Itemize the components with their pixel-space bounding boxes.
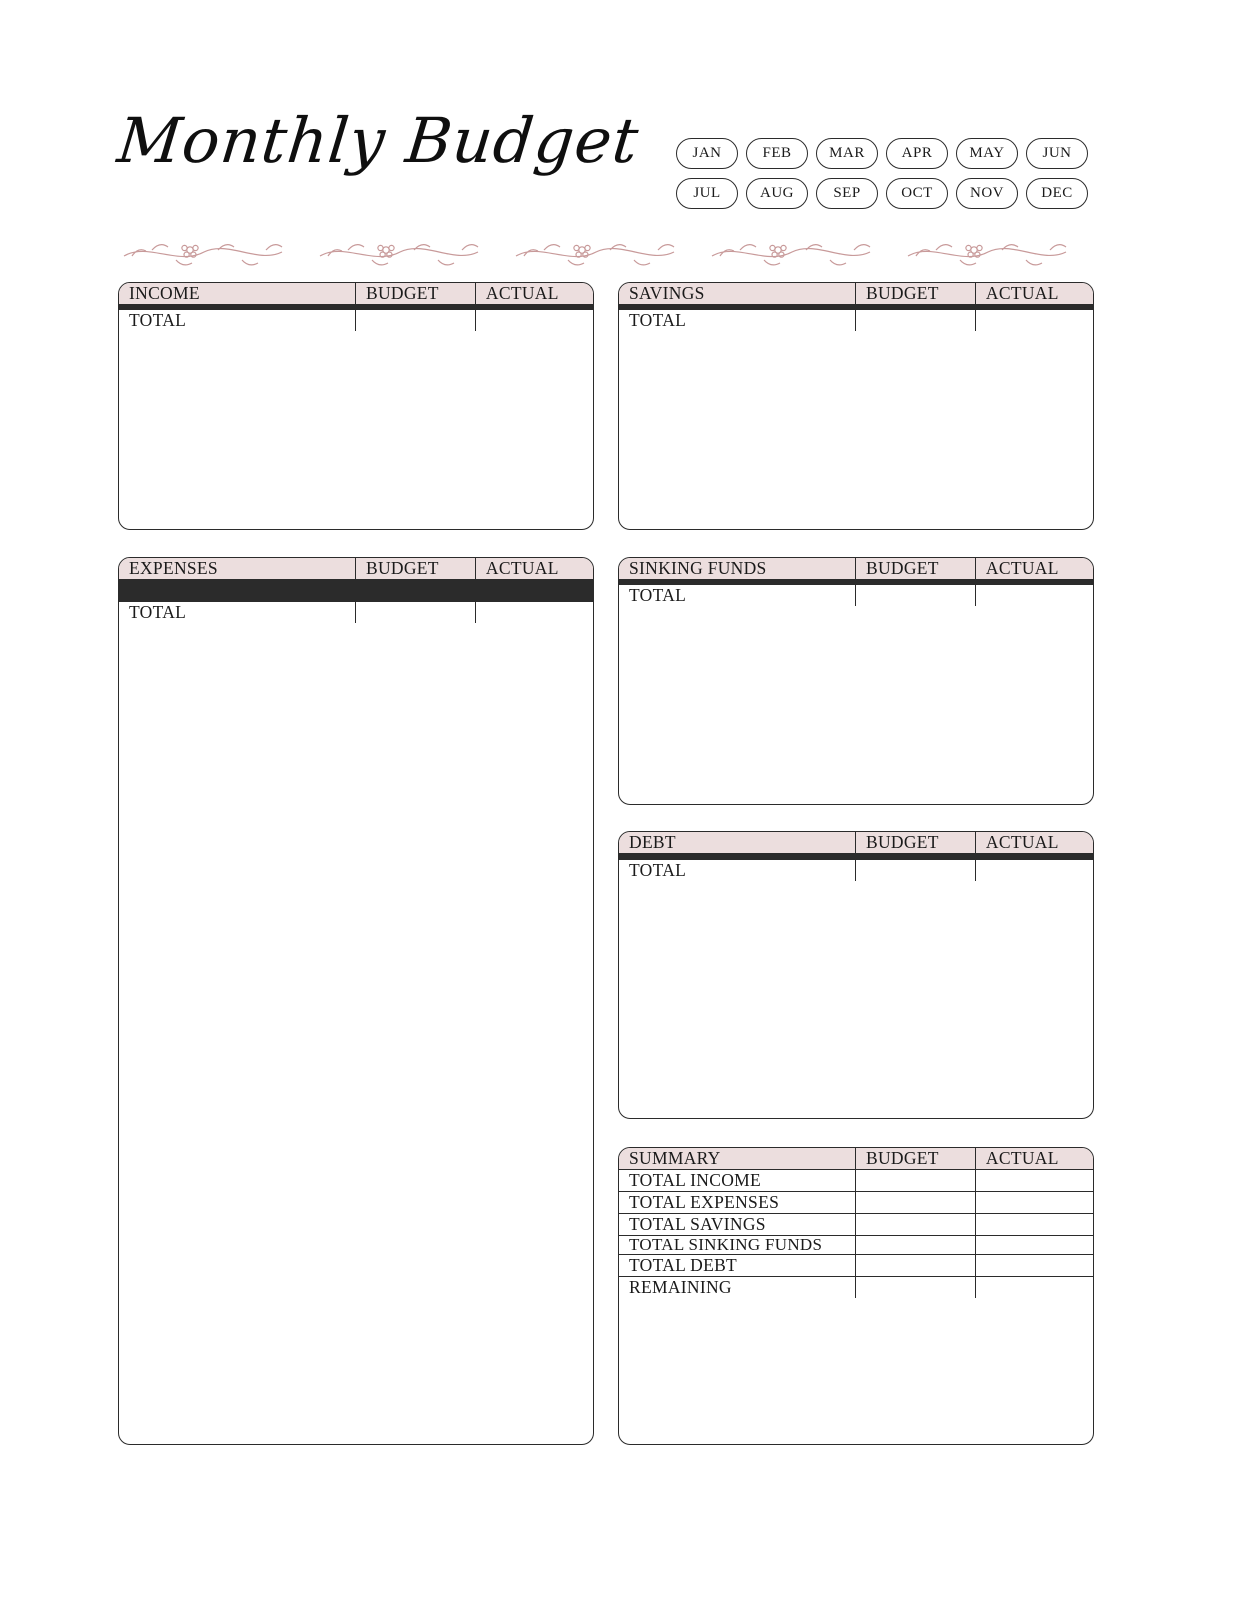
savings-total-label: TOTAL bbox=[619, 310, 856, 331]
month-chip-sep[interactable]: SEP bbox=[816, 178, 878, 209]
floral-divider-icon bbox=[118, 236, 1100, 270]
expenses-total-label: TOTAL bbox=[119, 602, 356, 623]
month-chip-dec[interactable]: DEC bbox=[1026, 178, 1088, 209]
summary-label-total-income: TOTAL INCOME bbox=[619, 1170, 856, 1191]
income-total-actual[interactable] bbox=[476, 310, 593, 331]
month-selector bbox=[676, 138, 1100, 218]
income-header-actual: ACTUAL bbox=[485, 283, 559, 303]
summary-label-remaining: REMAINING bbox=[619, 1277, 856, 1298]
summary-header-actual: ACTUAL bbox=[985, 1148, 1059, 1168]
expenses-total-budget[interactable] bbox=[356, 602, 476, 623]
summary-budget-total-income[interactable] bbox=[856, 1170, 976, 1191]
income-header-budget: BUDGET bbox=[356, 283, 476, 304]
month-chip-nov[interactable]: NOV bbox=[956, 178, 1018, 209]
sinking-funds-table bbox=[618, 557, 1094, 805]
summary-budget-total-debt[interactable] bbox=[856, 1255, 976, 1276]
summary-budget-total-expenses[interactable] bbox=[856, 1192, 976, 1213]
income-header-label: INCOME bbox=[119, 283, 356, 304]
summary-actual-total-savings[interactable] bbox=[976, 1214, 1093, 1235]
summary-label-total-debt: TOTAL DEBT bbox=[619, 1255, 856, 1276]
month-chip-oct[interactable]: OCT bbox=[886, 178, 948, 209]
summary-row-total-savings[interactable] bbox=[619, 1214, 1093, 1236]
savings-header-label: SAVINGS bbox=[619, 283, 856, 304]
debt-total-actual[interactable] bbox=[976, 860, 1093, 881]
summary-table-header-row bbox=[619, 1148, 1093, 1170]
sinking-funds-total-actual[interactable] bbox=[976, 585, 1093, 606]
month-chip-jan[interactable]: JAN bbox=[676, 138, 738, 169]
sinking-funds-total-budget[interactable] bbox=[856, 585, 976, 606]
sinking-funds-header-budget: BUDGET bbox=[856, 558, 976, 579]
month-chip-aug[interactable]: AUG bbox=[746, 178, 808, 209]
page-header bbox=[0, 104, 1236, 230]
month-chip-jun[interactable]: JUN bbox=[1026, 138, 1088, 169]
summary-row-total-expenses[interactable] bbox=[619, 1192, 1093, 1214]
summary-actual-total-sinking-funds[interactable] bbox=[976, 1236, 1093, 1254]
expenses-total-row[interactable] bbox=[119, 602, 593, 623]
income-table bbox=[118, 282, 594, 530]
summary-row-total-debt[interactable] bbox=[619, 1255, 1093, 1277]
income-table-header-row bbox=[119, 283, 593, 305]
month-chip-jul[interactable]: JUL bbox=[676, 178, 738, 209]
expenses-total-actual[interactable] bbox=[476, 602, 593, 623]
savings-total-row[interactable] bbox=[619, 310, 1093, 331]
savings-total-actual[interactable] bbox=[976, 310, 1093, 331]
debt-header-budget: BUDGET bbox=[856, 832, 976, 853]
sinking-funds-table-header-row bbox=[619, 558, 1093, 580]
summary-row-total-sinking-funds[interactable] bbox=[619, 1236, 1093, 1255]
summary-budget-total-sinking-funds[interactable] bbox=[856, 1236, 976, 1254]
month-chip-may[interactable]: MAY bbox=[956, 138, 1018, 169]
month-row-first-half bbox=[676, 138, 1100, 169]
debt-table bbox=[618, 831, 1094, 1119]
income-total-row[interactable] bbox=[119, 310, 593, 331]
expenses-header-label: EXPENSES bbox=[119, 558, 356, 579]
income-total-label: TOTAL bbox=[119, 310, 356, 331]
summary-budget-remaining[interactable] bbox=[856, 1277, 976, 1298]
sinking-funds-total-row[interactable] bbox=[619, 585, 1093, 606]
sinking-funds-total-label: TOTAL bbox=[619, 585, 856, 606]
debt-header-label: DEBT bbox=[619, 832, 856, 853]
savings-header-budget: BUDGET bbox=[856, 283, 976, 304]
summary-row-remaining[interactable] bbox=[619, 1277, 1093, 1298]
summary-label-total-sinking-funds: TOTAL SINKING FUNDS bbox=[619, 1236, 856, 1254]
month-chip-mar[interactable]: MAR bbox=[816, 138, 878, 169]
debt-total-budget[interactable] bbox=[856, 860, 976, 881]
summary-budget-total-savings[interactable] bbox=[856, 1214, 976, 1235]
summary-actual-total-income[interactable] bbox=[976, 1170, 1093, 1191]
debt-header-actual: ACTUAL bbox=[985, 832, 1059, 852]
page-title: Monthly Budget bbox=[114, 104, 643, 177]
summary-actual-remaining[interactable] bbox=[976, 1277, 1093, 1298]
month-chip-feb[interactable]: FEB bbox=[746, 138, 808, 169]
summary-label-total-expenses: TOTAL EXPENSES bbox=[619, 1192, 856, 1213]
month-row-second-half bbox=[676, 178, 1100, 209]
expenses-header-actual: ACTUAL bbox=[485, 558, 559, 578]
summary-table bbox=[618, 1147, 1094, 1445]
expenses-table bbox=[118, 557, 594, 1445]
savings-total-budget[interactable] bbox=[856, 310, 976, 331]
summary-actual-total-debt[interactable] bbox=[976, 1255, 1093, 1276]
savings-header-actual: ACTUAL bbox=[985, 283, 1059, 303]
month-chip-apr[interactable]: APR bbox=[886, 138, 948, 169]
summary-header-budget: BUDGET bbox=[856, 1148, 976, 1169]
debt-total-label: TOTAL bbox=[619, 860, 856, 881]
summary-header-label: SUMMARY bbox=[619, 1148, 856, 1169]
summary-label-total-savings: TOTAL SAVINGS bbox=[619, 1214, 856, 1235]
debt-total-row[interactable] bbox=[619, 860, 1093, 881]
sinking-funds-header-actual: ACTUAL bbox=[985, 558, 1059, 578]
summary-actual-total-expenses[interactable] bbox=[976, 1192, 1093, 1213]
expenses-header-budget: BUDGET bbox=[356, 558, 476, 579]
sinking-funds-header-label: SINKING FUNDS bbox=[619, 558, 856, 579]
expenses-table-header-row bbox=[119, 558, 593, 580]
savings-table bbox=[618, 282, 1094, 530]
savings-table-header-row bbox=[619, 283, 1093, 305]
income-total-budget[interactable] bbox=[356, 310, 476, 331]
summary-row-total-income[interactable] bbox=[619, 1170, 1093, 1192]
debt-table-header-row bbox=[619, 832, 1093, 854]
